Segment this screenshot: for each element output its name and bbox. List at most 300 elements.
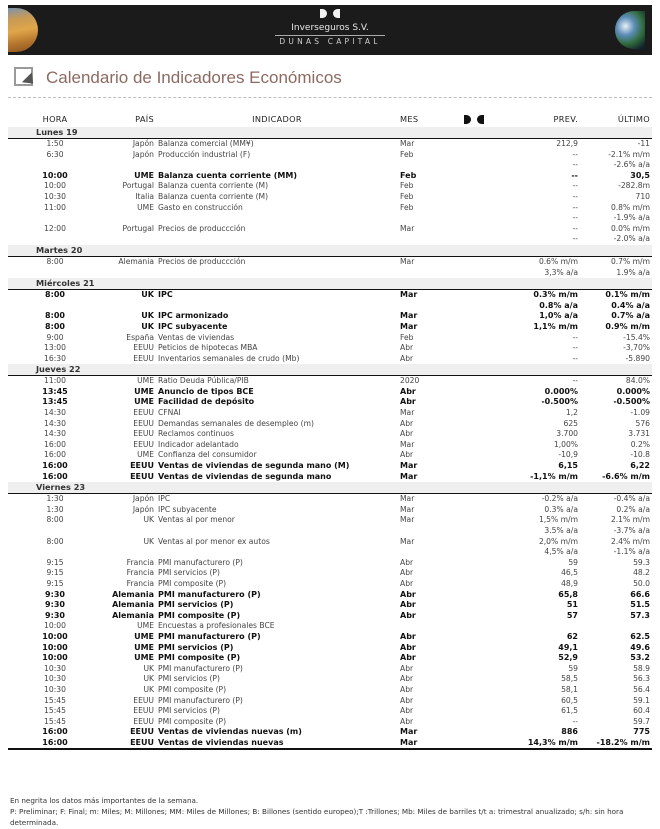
cell-prev: 1,1% m/m: [533, 321, 578, 331]
col-ultimo: ÚLTIMO: [617, 114, 650, 124]
cell-prev: 62: [566, 631, 578, 641]
indicator-row: [8, 558, 652, 569]
cell-ultimo: -3.7% a/a: [613, 526, 650, 535]
cell-ultimo: -6.6% m/m: [602, 471, 650, 481]
cell-ultimo: 0.8% m/m: [610, 202, 650, 212]
cell-indicador: PMI manufacturero (P): [158, 631, 261, 641]
cell-indicador: [156, 213, 398, 224]
cell-prev: 51: [566, 600, 578, 610]
cell-pais: [102, 213, 156, 224]
cell-indicador: Ratio Deuda Pública/PIB: [158, 376, 249, 386]
dc-cell: [452, 429, 496, 440]
cell-pais: UME: [134, 397, 154, 407]
dc-cell: [452, 515, 496, 526]
day-header-row: [8, 278, 652, 290]
cell-ultimo: -5.890: [625, 353, 650, 363]
cell-ultimo: -18.2% m/m: [580, 738, 652, 750]
cell-pais: UME: [134, 386, 154, 396]
cell-prev: 48,9: [561, 578, 578, 588]
cell-ultimo: 56.3: [633, 674, 650, 684]
cell-mes: Abr: [400, 631, 416, 641]
cell-indicador: Ventas de viviendas de segunda mano: [158, 471, 332, 481]
indicator-row: [8, 397, 652, 408]
cell-mes: Abr: [400, 429, 414, 439]
indicator-row: [8, 547, 652, 558]
cell-indicador: Ventas al por menor ex autos: [158, 536, 270, 546]
dc-cell: [452, 461, 496, 472]
cell-indicador: Ventas de viviendas nuevas (m): [158, 727, 302, 737]
cell-pais: EEUU: [130, 461, 154, 471]
cell-prev: 1,0% a/a: [539, 311, 578, 321]
cell-indicador: PMI servicios (P): [158, 674, 220, 684]
cell-ultimo: 6,22: [630, 461, 650, 471]
cell-hora: 9:30: [45, 589, 65, 599]
cell-mes: [398, 301, 452, 312]
indicator-row: [8, 706, 652, 717]
cell-indicador: IPC: [158, 290, 173, 300]
cell-hora: 10:00: [44, 621, 66, 631]
col-hora: HORA: [42, 114, 68, 124]
cell-indicador: PMI manufacturero (P): [158, 663, 243, 673]
cell-indicador: PMI composite (P): [158, 610, 241, 620]
dotted-divider: [8, 97, 652, 98]
dc-cell: [452, 333, 496, 344]
dc-cell: [452, 621, 496, 632]
indicator-row: [8, 139, 652, 150]
dc-cell: [452, 611, 496, 622]
cell-mes: Abr: [400, 386, 416, 396]
indicator-row: [8, 387, 652, 398]
cell-mes: Mar: [400, 727, 418, 737]
dc-cell: [452, 408, 496, 419]
indicator-row: [8, 664, 652, 675]
day-label: Lunes 19: [8, 127, 652, 139]
cell-hora: 10:30: [44, 674, 66, 684]
cell-ultimo: -2.6% a/a: [613, 160, 650, 170]
cell-prev: 212,9: [556, 139, 578, 148]
cell-prev: 6,15: [558, 461, 578, 471]
cell-pais: [102, 526, 156, 537]
cell-pais: Portugal: [122, 181, 154, 191]
cell-indicador: [156, 268, 398, 279]
cell-indicador: Confianza del consumidor: [158, 450, 257, 460]
cell-ultimo: 1.9% a/a: [616, 267, 650, 277]
cell-mes: Mar: [400, 139, 415, 148]
cell-hora: 9:30: [45, 600, 65, 610]
cell-hora: [8, 234, 102, 245]
dc-cell: [452, 696, 496, 707]
cell-mes: Abr: [400, 642, 416, 652]
dc-cell: [452, 160, 496, 171]
cell-mes: Mar: [400, 536, 415, 546]
indicator-row: [8, 160, 652, 171]
cell-ultimo: -0.500%: [613, 397, 650, 407]
cell-indicador: PMI composite (P): [158, 653, 241, 663]
dc-cell: [452, 537, 496, 548]
cell-prev: 1,2: [565, 408, 578, 418]
cell-pais: EEUU: [133, 429, 154, 439]
cell-prev: -10,9: [558, 450, 578, 460]
indicator-row: [8, 224, 652, 235]
cell-prev: 59: [568, 663, 578, 673]
cell-pais: EEUU: [133, 716, 154, 726]
cell-pais: Japón: [132, 494, 154, 504]
cell-indicador: Ventas de viviendas de segunda mano (M): [158, 461, 350, 471]
cell-pais: [102, 234, 156, 245]
cell-prev: 58,1: [561, 684, 578, 694]
dc-cell: [452, 653, 496, 664]
page-title-row: [14, 66, 342, 90]
cell-prev: --: [572, 223, 578, 233]
cell-ultimo: 59.7: [633, 716, 650, 726]
cell-mes: Abr: [400, 600, 416, 610]
cell-pais: EEUU: [130, 471, 154, 481]
cell-mes: Mar: [400, 439, 415, 449]
cell-prev: --: [572, 213, 578, 223]
cell-mes: Mar: [400, 461, 418, 471]
cell-ultimo: 0.2%: [630, 439, 650, 449]
cell-ultimo: 0.9% m/m: [605, 321, 650, 331]
dc-cell: [452, 632, 496, 643]
cell-ultimo: 66.6: [630, 589, 650, 599]
cell-prev: 14,3% m/m: [496, 738, 580, 750]
dc-cell: [452, 590, 496, 601]
cell-prev: --: [571, 170, 578, 180]
cell-prev: 3.5% a/a: [544, 526, 578, 535]
cell-hora: 14:30: [44, 429, 66, 439]
cell-ultimo: 48.2: [633, 568, 650, 578]
cell-indicador: PMI composite (P): [158, 684, 227, 694]
cell-mes: Mar: [400, 290, 418, 300]
cell-pais: EEUU: [133, 343, 154, 353]
cell-prev: 3.700: [556, 429, 578, 439]
cell-indicador: IPC: [158, 494, 171, 504]
dc-cell: [452, 450, 496, 461]
dc-cell: [452, 579, 496, 590]
indicator-row: [8, 611, 652, 622]
cell-indicador: Facilidad de depósito: [158, 397, 255, 407]
cell-ultimo: 56.4: [633, 684, 650, 694]
indicator-row: [8, 181, 652, 192]
cell-mes: [398, 526, 452, 537]
indicator-row: [8, 568, 652, 579]
cell-pais: Alemania: [112, 600, 154, 610]
cell-prev: 2,0% m/m: [538, 536, 578, 546]
cell-hora: 10:00: [42, 642, 68, 652]
cell-mes: Abr: [400, 706, 414, 716]
cell-mes: Feb: [400, 149, 414, 159]
cell-ultimo: 53.2: [630, 653, 650, 663]
cell-hora: 8:00: [45, 321, 65, 331]
cell-prev: 60,5: [561, 695, 578, 705]
cell-indicador: PMI servicios (P): [158, 642, 234, 652]
cell-indicador: [156, 160, 398, 171]
cell-hora: 16:00: [44, 450, 66, 460]
cell-pais: EEUU: [133, 695, 154, 705]
dc-cell: [452, 472, 496, 483]
col-pais: PAÍS: [135, 114, 154, 124]
indicator-row: [8, 621, 652, 632]
company-logo: [8, 9, 652, 46]
cell-indicador: Balanza cuenta corriente (MM): [158, 170, 297, 180]
cell-prev: --: [572, 234, 578, 244]
cell-hora: 13:45: [42, 397, 68, 407]
cell-indicador: Demandas semanales de desempleo (m): [158, 418, 314, 428]
indicator-row: [8, 429, 652, 440]
indicator-row: [8, 440, 652, 451]
cell-hora: 14:30: [44, 408, 66, 418]
cell-ultimo: -3,70%: [623, 343, 650, 353]
cell-mes: Abr: [400, 684, 414, 694]
cell-pais: UME: [137, 621, 154, 631]
cell-pais: EEUU: [133, 353, 154, 363]
dc-cell: [452, 664, 496, 675]
cell-prev: --: [572, 343, 578, 353]
cell-indicador: Precios de produccción: [158, 223, 246, 233]
cell-ultimo: 2.1% m/m: [610, 515, 650, 525]
cell-pais: UK: [143, 674, 154, 684]
indicator-row: [8, 738, 652, 750]
day-label: Martes 20: [8, 245, 652, 257]
col-dc-logo: [452, 112, 496, 127]
cell-ultimo: -2.1% m/m: [608, 149, 650, 159]
cell-prev: --: [572, 191, 578, 201]
cell-ultimo: 84.0%: [625, 376, 650, 386]
cell-hora: 16:00: [42, 461, 68, 471]
indicator-row: [8, 192, 652, 203]
indicator-row: [8, 354, 652, 365]
cell-ultimo: 0.000%: [616, 386, 650, 396]
cell-ultimo: -0.4% a/a: [613, 494, 650, 504]
cell-hora: 10:00: [42, 631, 68, 641]
cell-ultimo: 58.9: [633, 663, 650, 673]
day-label: Viernes 23: [8, 482, 652, 494]
indicator-row: [8, 472, 652, 483]
cell-indicador: Reclamos continuos: [158, 429, 234, 439]
cell-mes: Mar: [400, 504, 415, 514]
cell-mes: Mar: [400, 515, 415, 525]
dc-cell: [452, 397, 496, 408]
dc-cell: [452, 343, 496, 354]
cell-indicador: [156, 234, 398, 245]
cell-hora: 13:45: [42, 386, 68, 396]
cell-ultimo: 0.0% m/m: [610, 223, 650, 233]
cell-indicador: PMI servicios (P): [158, 600, 234, 610]
cell-hora: 11:00: [44, 376, 66, 386]
dc-cell: [452, 387, 496, 398]
dc-logo-icon: [8, 9, 652, 19]
indicator-row: [8, 311, 652, 322]
dc-cell: [452, 139, 496, 150]
day-header-row: [8, 482, 652, 494]
dc-cell: [452, 376, 496, 387]
indicator-row: [8, 268, 652, 279]
cell-prev: --: [572, 181, 578, 191]
cell-ultimo: 59.1: [633, 695, 650, 705]
indicator-row: [8, 234, 652, 245]
cell-ultimo: 2.4% m/m: [610, 536, 650, 546]
dc-cell: [452, 738, 496, 750]
export-arrow-icon: [14, 67, 36, 89]
cell-prev: --: [572, 160, 578, 170]
cell-hora: 15:45: [44, 716, 66, 726]
cell-mes: Abr: [400, 397, 416, 407]
cell-indicador: IPC subyacente: [158, 504, 217, 514]
cell-ultimo: 775: [633, 727, 650, 737]
dc-cell: [452, 494, 496, 505]
cell-ultimo: -1.9% a/a: [613, 213, 650, 223]
cell-hora: 9:00: [46, 332, 64, 342]
cell-pais: UME: [134, 631, 154, 641]
indicator-row: [8, 322, 652, 333]
cell-prev: [496, 621, 580, 632]
cell-prev: 3,3% a/a: [544, 267, 578, 277]
cell-mes: Mar: [400, 408, 415, 418]
cell-hora: 12:00: [44, 223, 66, 233]
cell-mes: Abr: [400, 418, 414, 428]
cell-ultimo: 30,5: [630, 170, 650, 180]
cell-mes: Abr: [400, 674, 414, 684]
cell-hora: 9:15: [46, 568, 64, 578]
cell-mes: Abr: [400, 578, 414, 588]
day-header-row: [8, 245, 652, 257]
cell-hora: [8, 547, 102, 558]
indicator-row: [8, 213, 652, 224]
cell-prev: 0.000%: [544, 386, 578, 396]
cell-mes: Abr: [400, 557, 414, 567]
cell-mes: Mar: [400, 311, 418, 321]
cell-pais: Alemania: [112, 610, 154, 620]
cell-pais: UK: [143, 515, 154, 525]
cell-mes: Abr: [400, 716, 414, 726]
cell-indicador: Encuestas a profesionales BCE: [158, 621, 275, 631]
cell-hora: 15:45: [44, 706, 66, 716]
indicator-row: [8, 301, 652, 312]
dc-cell: [452, 224, 496, 235]
cell-ultimo: [580, 621, 652, 632]
col-indicador: INDICADOR: [252, 114, 302, 124]
cell-indicador: Precios de produccción: [158, 256, 246, 266]
cell-indicador: CFNAI: [158, 408, 181, 418]
cell-pais: UK: [141, 290, 154, 300]
cell-hora: [8, 160, 102, 171]
cell-pais: [102, 160, 156, 171]
dc-cell: [452, 727, 496, 738]
cell-indicador: Ventas de viviendas nuevas: [156, 738, 398, 750]
cell-prev: -1,1% m/m: [530, 471, 578, 481]
cell-ultimo: -11: [637, 139, 650, 148]
indicator-row: [8, 343, 652, 354]
footnote-legend: P: Preliminar; F: Final; m: Miles; M: Millones; MM: Miles de Millones; B: Billones (sentido europeo);T :Trillones; Mb: Miles de barriles t/t a: trimestral anualizado; s/h: sin hora determinada.: [10, 807, 624, 827]
cell-prev: --: [572, 376, 578, 386]
cell-ultimo: 0.4% a/a: [611, 300, 650, 310]
cell-hora: 16:00: [42, 471, 68, 481]
indicator-row: [8, 717, 652, 728]
cell-pais: UK: [141, 311, 154, 321]
cell-pais: Francia: [126, 568, 154, 578]
cell-mes: Abr: [400, 450, 414, 460]
cell-indicador: IPC subyacente: [158, 321, 228, 331]
cell-pais: Alemania: [118, 256, 154, 266]
cell-hora: 8:00: [45, 290, 65, 300]
dc-cell: [452, 717, 496, 728]
cell-hora: 11:00: [44, 202, 66, 212]
cell-indicador: PMI servicios (P): [158, 706, 220, 716]
page-title: Calendario de Indicadores Económicos: [46, 68, 342, 87]
dc-cell: [452, 268, 496, 279]
cell-mes: Mar: [400, 321, 418, 331]
cell-prev: 46,5: [561, 568, 578, 578]
dc-cell: [452, 568, 496, 579]
cell-ultimo: 60.4: [633, 706, 650, 716]
cell-hora: 16:00: [44, 439, 66, 449]
cell-mes: Abr: [400, 343, 414, 353]
cell-indicador: Balanza cuenta corriente (M): [158, 181, 269, 191]
cell-mes: Mar: [400, 223, 415, 233]
cell-hora: 16:00: [42, 727, 68, 737]
cell-prev: --: [572, 332, 578, 342]
cell-ultimo: 0.2% a/a: [616, 504, 650, 514]
cell-ultimo: -1.09: [630, 408, 650, 418]
cell-hora: 10:00: [42, 170, 68, 180]
cell-hora: 16:30: [44, 353, 66, 363]
cell-pais: EEUU: [133, 408, 154, 418]
cell-mes: Abr: [400, 653, 416, 663]
cell-ultimo: 59.3: [633, 557, 650, 567]
logo-divider: [275, 35, 385, 36]
indicator-row: [8, 653, 652, 664]
earth-globe-image: [615, 11, 645, 49]
cell-pais: Francia: [126, 557, 154, 567]
cell-hora: [8, 301, 102, 312]
cell-pais: Japón: [132, 149, 154, 159]
indicator-row: [8, 494, 652, 505]
cell-ultimo: -282.8m: [618, 181, 650, 191]
cell-hora: 10:00: [42, 653, 68, 663]
indicator-row: [8, 590, 652, 601]
cell-mes: Abr: [400, 663, 414, 673]
header-banner: [8, 5, 652, 55]
cell-ultimo: -15.4%: [623, 332, 650, 342]
dc-logo-icon: [464, 115, 484, 124]
cell-hora: 8:00: [45, 311, 65, 321]
dc-cell: [452, 600, 496, 611]
cell-hora: 9:15: [46, 578, 64, 588]
cell-mes: [398, 160, 452, 171]
cell-mes: [398, 547, 452, 558]
cell-indicador: Peticios de hipotecas MBA: [158, 343, 258, 353]
cell-pais: UME: [134, 170, 154, 180]
cell-prev: 0.3% a/a: [544, 504, 578, 514]
indicator-row: [8, 515, 652, 526]
dc-cell: [452, 419, 496, 430]
cell-mes: Mar: [398, 738, 452, 750]
cell-mes: Feb: [400, 181, 414, 191]
cell-prev: 65,8: [558, 589, 578, 599]
cell-hora: 1:50: [46, 139, 64, 148]
cell-mes: Feb: [400, 332, 414, 342]
cell-pais: UK: [141, 321, 154, 331]
cell-ultimo: 51.5: [630, 600, 650, 610]
cell-indicador: Balanza comercial (MM¥): [158, 139, 254, 148]
cell-hora: 14:30: [44, 418, 66, 428]
indicator-row: [8, 150, 652, 161]
cell-indicador: Inventarios semanales de crudo (Mb): [158, 353, 300, 363]
cell-hora: [8, 213, 102, 224]
cell-ultimo: 3.731: [628, 429, 650, 439]
cell-pais: [102, 547, 156, 558]
cell-indicador: IPC armonizado: [158, 311, 229, 321]
